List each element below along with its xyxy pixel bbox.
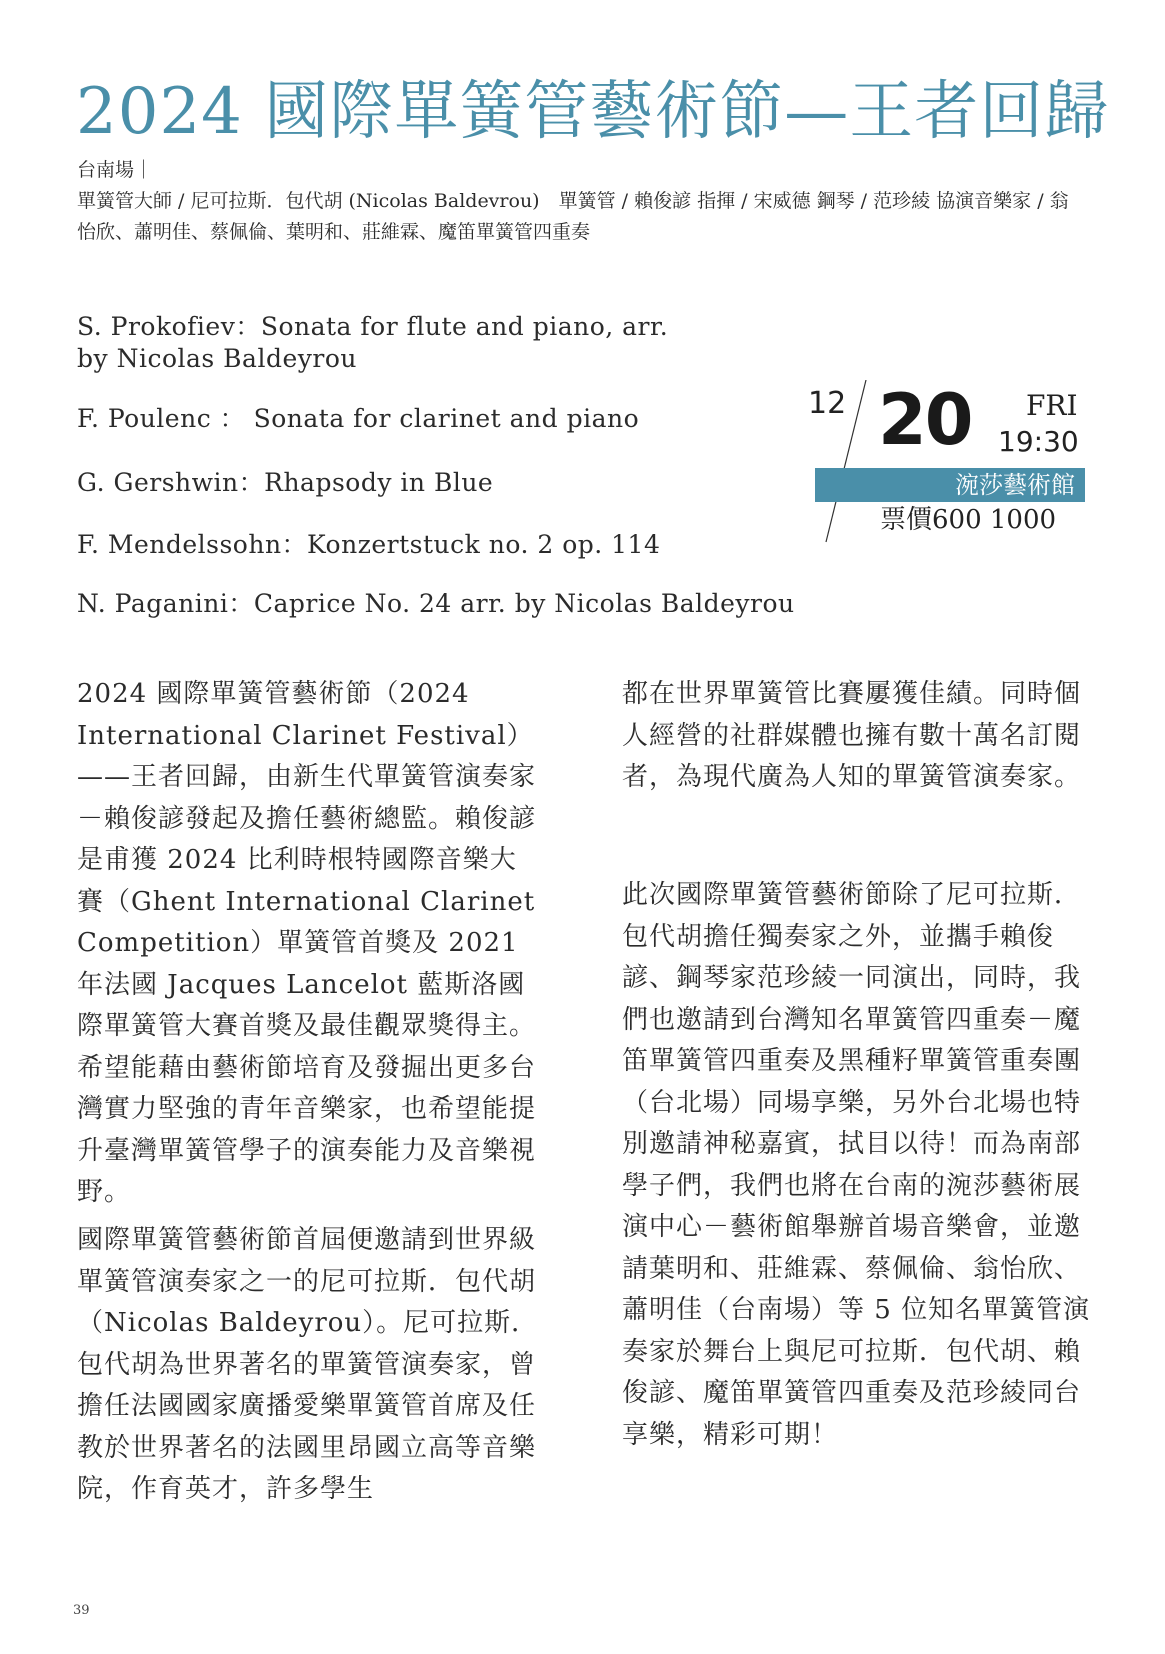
- performer-credits: 單簧管大師 / 尼可拉斯．包代胡 (Nicolas Baldevrou) 單簧管 / 賴俊諺 指揮 / 宋威德 鋼琴 / 范珍綾 協演音樂家 / 翁怡欣、蕭明佳、蔡佩倫、葉明和、莊維霖、魔笛單簧管四重奏: [77, 190, 1069, 243]
- article-paragraph-2: 國際單簧管藝術節首屆便邀請到世界級單簧管演奏家之一的尼可拉斯．包代胡（Nicolas Baldeyrou）。尼可拉斯．包代胡為世界著名的單簧管演奏家，曾擔任法國國家廣播愛樂單簧管首席及任教於世界著名的法國里昂國立高等音樂院，作育英才，許多學生: [77, 1225, 539, 1504]
- event-month: 12: [808, 386, 847, 421]
- program-item-gershwin: G. Gershwin：Rhapsody in Blue: [77, 468, 494, 497]
- event-venue: 涴莎藝術館: [955, 471, 1075, 499]
- program-item-prokofiev-arranger: by Nicolas Baldeyrou: [77, 344, 357, 373]
- article-paragraph-3: 都在世界單簧管比賽屢獲佳績。同時個人經營的社群媒體也擁有數十萬名訂閱者，為現代廣為人知的單簧管演奏家。: [622, 679, 1082, 792]
- program-item-prokofiev: S. Prokofiev：Sonata for flute and piano, arr.: [77, 312, 669, 341]
- page-number: 39: [73, 1603, 90, 1618]
- venue-bar: [815, 468, 1085, 502]
- event-day: 20: [878, 379, 972, 461]
- article-paragraph-1: 2024 國際單簧管藝術節（2024 International Clarinet Festival）——王者回歸，由新生代單簧管演奏家－賴俊諺發起及擔任藝術總監。賴俊諺是甫獲 2024 比利時根特國際音樂大賽（Ghent International Clarinet Competition）單簧管首獎及 2021 年法國 Jacques Lancelot 藍斯洛國際單簧管大賽首獎及最佳觀眾獎得主。希望能藉由藝術節培育及發掘出更多台灣實力堅強的青年音樂家，也希望能提升臺灣單簧管學子的演奏能力及音樂視野。: [77, 679, 537, 1207]
- venue-label: 台南場｜: [77, 159, 154, 181]
- event-date-box: [800, 380, 1100, 550]
- event-weekday: FRI: [1026, 389, 1078, 422]
- program-item-mendelssohn: F. Mendelssohn：Konzertstuck no. 2 op. 114: [77, 530, 661, 559]
- event-time: 19:30: [998, 425, 1079, 458]
- program-item-poulenc: F. Poulenc ： Sonata for clarinet and piano: [77, 404, 640, 433]
- article-paragraph-4: 此次國際單簧管藝術節除了尼可拉斯．包代胡擔任獨奏家之外，並攜手賴俊諺、鋼琴家范珍綾一同演出，同時，我們也邀請到台灣知名單簧管四重奏－魔笛單簧管四重奏及黑種籽單簧管重奏團（台北場）同場享樂，另外台北場也特別邀請神秘嘉賓，拭目以待！而為南部學子們，我們也將在台南的涴莎藝術展演中心－藝術館舉辦首場音樂會，並邀請葉明和、莊維霖、蔡佩倫、翁怡欣、蕭明佳（台南場）等 5 位知名單簧管演奏家於舞台上與尼可拉斯．包代胡、賴俊諺、魔笛單簧管四重奏及范珍綾同台享樂，精彩可期！: [622, 880, 1091, 1450]
- page-title: 2024 國際單簧管藝術節—王者回歸: [76, 75, 1110, 149]
- ticket-price: 票價600 1000: [880, 505, 1057, 535]
- program-item-paganini: N. Paganini：Caprice No. 24 arr. by Nicolas Baldeyrou: [77, 589, 795, 618]
